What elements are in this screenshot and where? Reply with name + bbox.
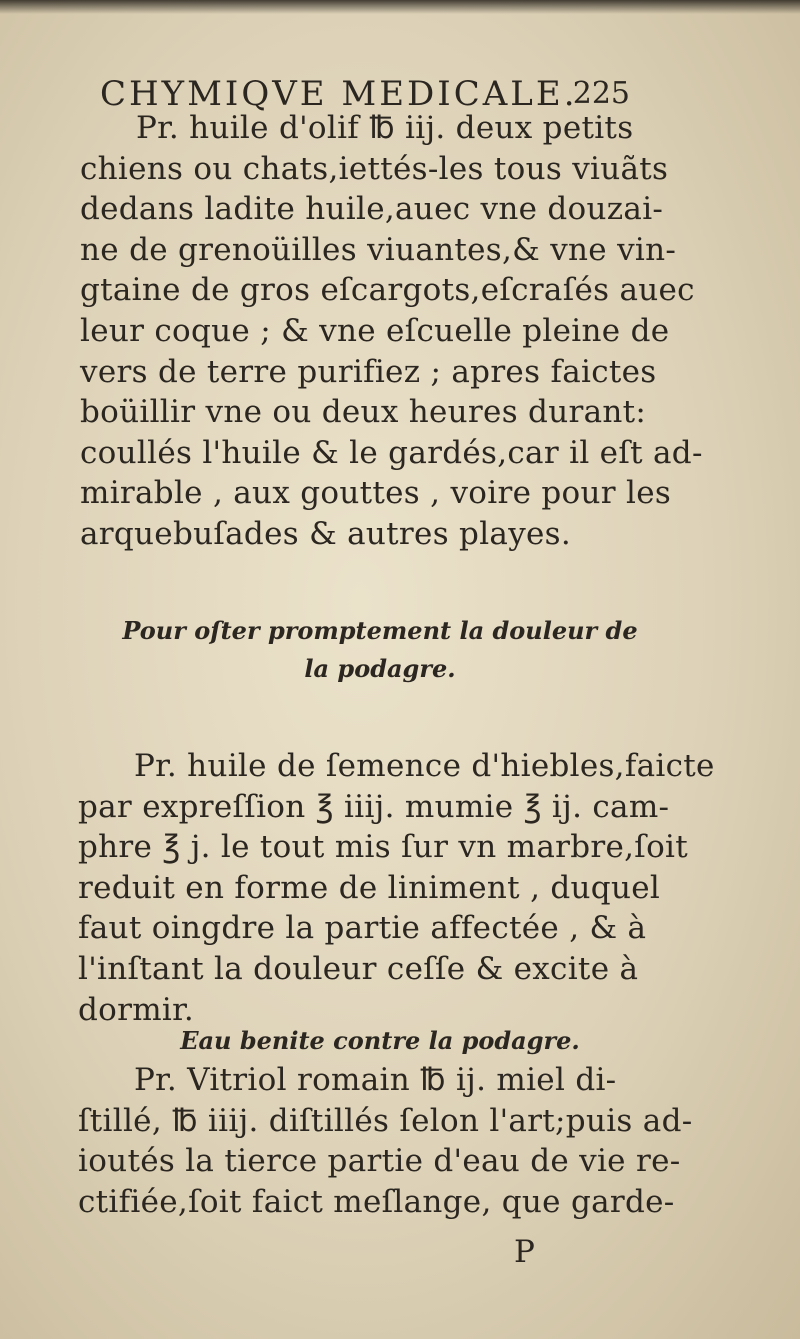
section-heading-2: Eau benite contre la podagre.: [180, 1026, 580, 1055]
page-edge-shadow: [0, 0, 800, 14]
text-line: dedans ladite huile,auec vne douzai-: [80, 191, 664, 228]
paragraph-2: [78, 746, 715, 1030]
text-line: ctifiée,ſoit faict meſlange, que garde-: [78, 1183, 675, 1220]
text-line: vers de terre purifiez ; apres faictes: [80, 353, 657, 390]
text-line: Pr. Vitriol romain ℔ ij. miel di-: [134, 1062, 617, 1098]
text-line: par expreſſion ℥ iiij. mumie ℥ ij. cam-: [78, 788, 670, 825]
text-line: ſtillé, ℔ iiij. diſtillés ſelon l'art;puis ad-: [78, 1102, 693, 1139]
text-line: arquebuſades & autres playes.: [80, 515, 572, 552]
text-line: ne de grenoüilles viuantes,& vne vin-: [80, 231, 677, 268]
text-line: Pr. huile de ſemence d'hiebles,faicte: [134, 748, 715, 784]
text-line: reduit en forme de liniment , duquel: [78, 869, 661, 906]
text-line: gtaine de gros eſcargots,eſcraſés auec: [80, 272, 695, 309]
text-line: mirable , aux gouttes , voire pour les: [80, 475, 672, 512]
heading-line: la podagre.: [304, 654, 456, 683]
text-line: coullés l'huile & le gardés,car il eſt ad-: [80, 434, 703, 471]
text-line: leur coque ; & vne eſcuelle pleine de: [80, 312, 670, 349]
text-line: boüillir vne ou deux heures durant:: [80, 394, 647, 431]
heading-line: Pour oſter promptement la douleur de: [122, 616, 638, 645]
header-title: CHYMIQVE MEDICALE.: [100, 74, 578, 114]
text-line: chiens ou chats,iettés-les tous viuãts: [80, 150, 669, 187]
text-line: ioutés la tierce partie d'eau de vie re-: [78, 1143, 681, 1180]
paragraph-3: [78, 1060, 693, 1222]
text-line: phre ℥ j. le tout mis ſur vn marbre,ſoit: [78, 829, 689, 866]
catchword: P: [514, 1234, 535, 1270]
section-heading-1: [80, 612, 680, 688]
page-number: 225: [572, 76, 630, 111]
text-line: Pr. huile d'olif ℔ iij. deux petits: [136, 110, 634, 146]
text-line: dormir.: [78, 991, 195, 1028]
text-line: faut oingdre la partie affectée , & à: [78, 910, 647, 947]
text-line: l'inſtant la douleur ceſſe & excite à: [78, 950, 639, 987]
paragraph-1: [80, 108, 703, 555]
